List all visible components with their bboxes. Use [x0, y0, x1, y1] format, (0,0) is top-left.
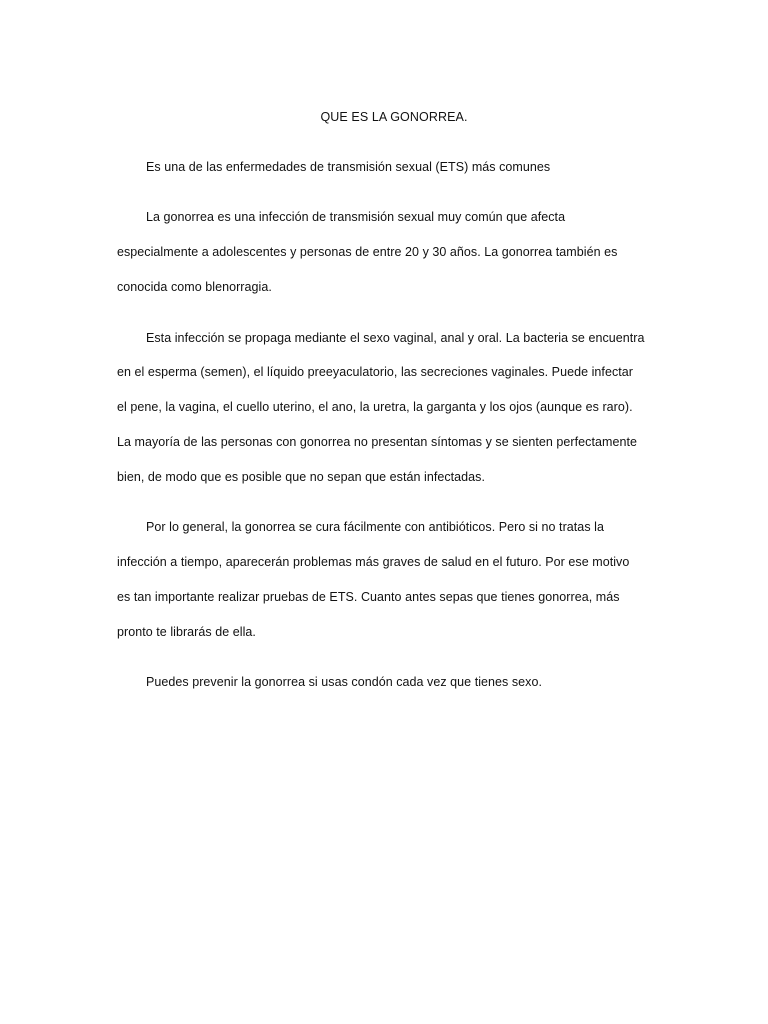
text-line: es tan importante realizar pruebas de ETS. Cuanto antes sepas que tienes gonorrea, más: [117, 590, 620, 604]
text-line: La gonorrea es una infección de transmisión sexual muy común que afecta: [146, 210, 566, 224]
text-line: bien, de modo que es posible que no sepan que están infectadas.: [117, 470, 486, 484]
document-title: QUE ES LA GONORREA.: [320, 110, 468, 124]
text-line: Es una de las enfermedades de transmisión sexual (ETS) más comunes: [146, 160, 551, 174]
text-line: Esta infección se propaga mediante el sexo vaginal, anal y oral. La bacteria se encuentra: [146, 331, 645, 345]
text-line: en el esperma (semen), el líquido preeyaculatorio, las secreciones vaginales. Puede infectar: [117, 365, 633, 379]
text-line: especialmente a adolescentes y personas de entre 20 y 30 años. La gonorrea también es: [117, 245, 618, 259]
text-line: La mayoría de las personas con gonorrea no presentan síntomas y se sienten perfectamente: [117, 435, 637, 449]
text-line: pronto te librarás de ella.: [117, 625, 256, 639]
text-line: conocida como blenorragia.: [117, 280, 272, 294]
text-line: Puedes prevenir la gonorrea si usas condón cada vez que tienes sexo.: [146, 675, 543, 689]
text-line: Por lo general, la gonorrea se cura fácilmente con antibióticos. Pero si no tratas la: [146, 520, 604, 534]
text-line: el pene, la vagina, el cuello uterino, el ano, la uretra, la garganta y los ojos (aunque es raro).: [117, 400, 633, 414]
text-line: infección a tiempo, aparecerán problemas más graves de salud en el futuro. Por ese motivo: [117, 555, 630, 569]
